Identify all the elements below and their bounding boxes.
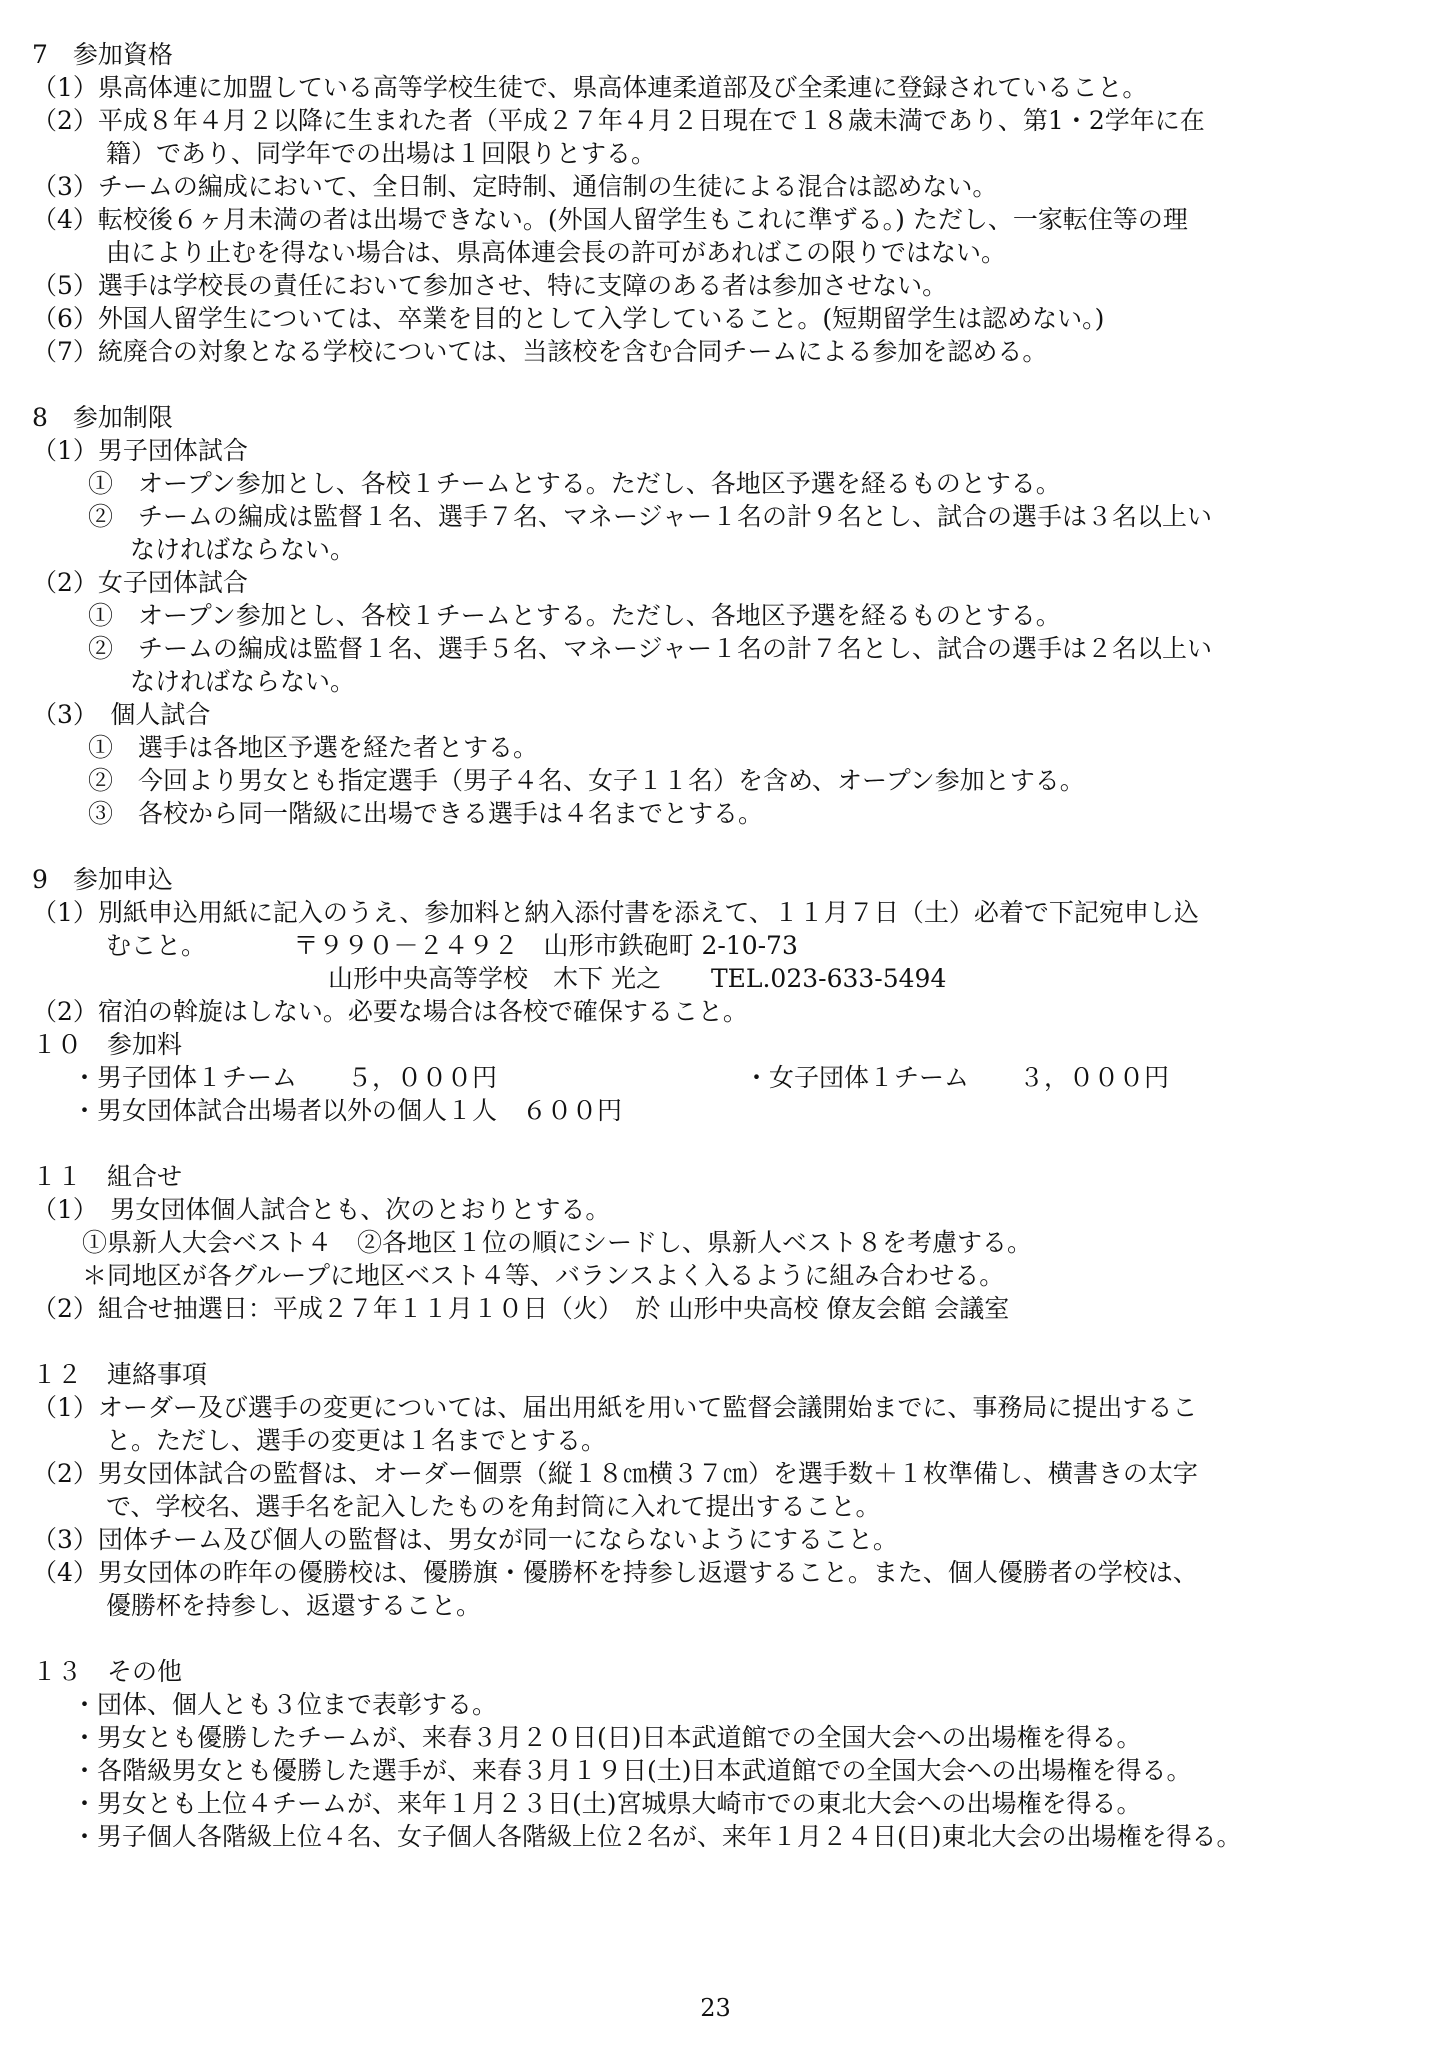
spacer: [32, 1622, 1402, 1655]
s11-item-1-note: ＊同地区が各グループに地区ベスト４等、バランスよく入るように組み合わせる。: [82, 1261, 1005, 1290]
s8-girls-team: （2）女子団体試合: [32, 568, 248, 597]
section-11-heading: １１ 組合せ: [32, 1162, 183, 1191]
s12-item-1-cont: と。ただし、選手の変更は１名までとする。: [106, 1426, 607, 1455]
s12-item-4: （4）男女団体の昨年の優勝校は、優勝旗・優勝杯を持参し返還すること。また、個人優勝者の学校は、: [32, 1558, 1198, 1587]
spacer: [32, 1127, 1402, 1160]
s8-boys-team-item-2-cont: なければならない。: [130, 535, 356, 564]
s12-item-4-cont: 優勝杯を持参し、返還すること。: [106, 1591, 482, 1620]
s9-item-1: （1）別紙申込用紙に記入のうえ、参加料と納入添付書を添えて、１１月７日（土）必着で下記宛申し込: [32, 898, 1199, 927]
section-12-heading: １２ 連絡事項: [32, 1360, 208, 1389]
fee-individual: ・男女団体試合出場者以外の個人１人 ６００円: [72, 1096, 623, 1125]
fee-boys-team: ・男子団体１チーム ５，０００円: [72, 1063, 498, 1092]
page-number: 23: [700, 1994, 731, 2022]
s13-item-5: ・男子個人各階級上位４名、女子個人各階級上位２名が、来年１月２４日(日)東北大会の出場権を得る。: [72, 1822, 1242, 1851]
s8-individual: （3） 個人試合: [32, 700, 211, 729]
s8-individual-item-1: ① 選手は各地区予選を経た者とする。: [88, 733, 539, 762]
section-7-heading: 7 参加資格: [32, 40, 173, 69]
spacer: [32, 368, 1402, 401]
s7-item-5: （5）選手は学校長の責任において参加させ、特に支障のある者は参加させない。: [32, 271, 948, 300]
s13-item-2: ・男女とも優勝したチームが、来春３月２０日(日)日本武道館での全国大会への出場権を得る。: [72, 1723, 1142, 1752]
s9-item-1-contact: 山形中央高等学校 木下 光之 TEL.023-633-5494: [328, 964, 947, 993]
s8-girls-team-item-1: ① オープン参加とし、各校１チームとする。ただし、各地区予選を経るものとする。: [88, 601, 1061, 630]
s12-item-2-cont: で、学校名、選手名を記入したものを角封筒に入れて提出すること。: [106, 1492, 881, 1521]
s8-girls-team-item-2: ② チームの編成は監督１名、選手５名、マネージャー１名の計７名とし、試合の選手は２名以上い: [88, 634, 1213, 663]
section-8-heading: 8 参加制限: [32, 403, 173, 432]
s12-item-2: （2）男女団体試合の監督は、オーダー個票（縦１８㎝横３７㎝）を選手数＋１枚準備し、横書きの太字: [32, 1459, 1198, 1488]
section-10-heading: １０ 参加料: [32, 1030, 183, 1059]
s7-item-2-cont: 籍）であり、同学年での出場は１回限りとする。: [106, 139, 657, 168]
s12-item-1: （1）オーダー及び選手の変更については、届出用紙を用いて監督会議開始までに、事務局に提出するこ: [32, 1393, 1198, 1422]
s7-item-6: （6）外国人留学生については、卒業を目的として入学していること。(短期留学生は認めない。): [32, 304, 1105, 333]
spacer: [32, 1325, 1402, 1358]
s9-item-1-address: むこと。 〒９９０－２４９２ 山形市鉄砲町 2-10-73: [106, 931, 798, 960]
s7-item-4-cont: 由により止むを得ない場合は、県高体連会長の許可があればこの限りではない。: [106, 238, 1007, 267]
document-page: [32, 38, 1402, 1853]
s7-item-7: （7）統廃合の対象となる学校については、当該校を含む合同チームによる参加を認める。: [32, 337, 1048, 366]
s11-item-2: （2）組合せ抽選日：平成２７年１１月１０日（火） 於 山形中央高校 僚友会館 会議室: [32, 1294, 1010, 1323]
s8-boys-team: （1）男子団体試合: [32, 436, 248, 465]
s13-item-3: ・各階級男女とも優勝した選手が、来春３月１９日(土)日本武道館での全国大会への出場権を得る。: [72, 1756, 1192, 1785]
s9-item-2: （2）宿泊の斡旋はしない。必要な場合は各校で確保すること。: [32, 997, 748, 1026]
s7-item-3: （3）チームの編成において、全日制、定時制、通信制の生徒による混合は認めない。: [32, 172, 998, 201]
s11-item-1: （1） 男女団体個人試合とも、次のとおりとする。: [32, 1195, 611, 1224]
section-9-heading: 9 参加申込: [32, 865, 173, 894]
s7-item-4: （4）転校後６ヶ月未満の者は出場できない。(外国人留学生もこれに準ずる。) ただし、一家転住等の理: [32, 205, 1188, 234]
fee-girls-team: ・女子団体１チーム ３，０００円: [744, 1063, 1170, 1092]
s8-individual-item-3: ③ 各校から同一階級に出場できる選手は４名までとする。: [88, 799, 764, 828]
spacer: [32, 830, 1402, 863]
s7-item-2: （2）平成８年４月２以降に生まれた者（平成２７年４月２日現在で１８歳未満であり、第1・2学年に在: [32, 106, 1205, 135]
s8-boys-team-item-2: ② チームの編成は監督１名、選手７名、マネージャー１名の計９名とし、試合の選手は３名以上い: [88, 502, 1213, 531]
fee-row: [32, 1061, 1402, 1094]
section-13-heading: １３ その他: [32, 1657, 183, 1686]
s8-girls-team-item-2-cont: なければならない。: [130, 667, 356, 696]
s8-individual-item-2: ② 今回より男女とも指定選手（男子４名、女子１１名）を含め、オープン参加とする。: [88, 766, 1085, 795]
s11-item-1-seed: ①県新人大会ベスト４ ②各地区１位の順にシードし、県新人ベスト８を考慮する。: [82, 1228, 1033, 1257]
s7-item-1: （1）県高体連に加盟している高等学校生徒で、県高体連柔道部及び全柔連に登録されていること。: [32, 73, 1148, 102]
s13-item-4: ・男女とも上位４チームが、来年１月２３日(土)宮城県大崎市での東北大会への出場権を得る。: [72, 1789, 1142, 1818]
s8-boys-team-item-1: ① オープン参加とし、各校１チームとする。ただし、各地区予選を経るものとする。: [88, 469, 1061, 498]
s12-item-3: （3）団体チーム及び個人の監督は、男女が同一にならないようにすること。: [32, 1525, 898, 1554]
s13-item-1: ・団体、個人とも３位まで表彰する。: [72, 1690, 498, 1719]
